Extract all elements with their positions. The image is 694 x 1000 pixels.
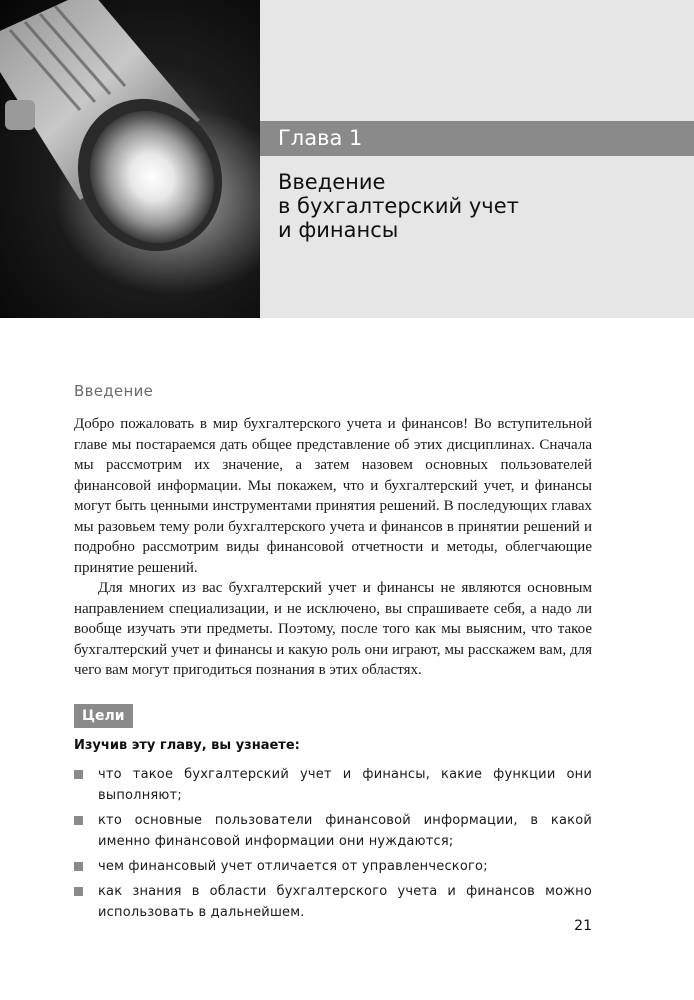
list-item-text: кто основные пользователи финансовой информации, в какой именно финансовой информации они нуждаются;	[98, 813, 592, 849]
list-item-text: как знания в области бухгалтерского учета и финансов можно использовать в дальнейшем.	[98, 884, 592, 920]
flashlight-image	[0, 0, 260, 318]
section-heading: Введение	[74, 382, 154, 400]
chapter-title-line: и финансы	[278, 218, 399, 242]
goals-badge: Цели	[74, 704, 133, 728]
paragraph: Добро пожаловать в мир бухгалтерского учета и финансов! Во вступительной главе мы постараемся дать общее представление об этих дисциплинах. Сначала мы рассмотрим их значение, а затем назовем основных пользователей финансовой информации. Мы покажем, что и бухгалтерский учет, и финансы могут быть ценными инструментами принятия решений. В последующих главах мы разовьем тему роли бухгалтерского учета и финансов в принятии решений и подробно рассмотрим виды финансовой отчетности и методы, облегчающие принятие решений.	[74, 416, 592, 576]
list-item	[74, 810, 592, 852]
list-item	[74, 856, 592, 877]
chapter-label: Глава 1	[260, 121, 694, 156]
chapter-title-panel	[260, 0, 694, 318]
list-item-text: чем финансовый учет отличается от управленческого;	[98, 859, 488, 874]
list-item	[74, 881, 592, 923]
goals-list	[74, 764, 592, 927]
list-item	[74, 764, 592, 806]
chapter-header	[0, 0, 694, 318]
flashlight-photo	[0, 0, 260, 318]
intro-text	[74, 414, 592, 681]
list-item-text: что такое бухгалтерский учет и финансы, какие функции они выполняют;	[98, 767, 592, 803]
square-bullet-icon	[74, 816, 83, 825]
chapter-title	[278, 170, 678, 242]
goals-intro: Изучив эту главу, вы узнаете:	[74, 738, 300, 753]
chapter-title-line: в бухгалтерский учет	[278, 194, 519, 218]
chapter-title-line: Введение	[278, 170, 386, 194]
page-number: 21	[574, 918, 592, 934]
square-bullet-icon	[74, 887, 83, 896]
paragraph: Для многих из вас бухгалтерский учет и финансы не являются основным направлением специализации, и не исключено, вы спрашиваете себя, а надо ли вообще изучать эти предметы. Поэтому, после того как мы выясним, что такое бухгалтерский учет и финансы и какую роль они играют, мы расскажем вам, для чего вам могут пригодиться познания в этих областях.	[74, 580, 592, 678]
square-bullet-icon	[74, 770, 83, 779]
square-bullet-icon	[74, 862, 83, 871]
